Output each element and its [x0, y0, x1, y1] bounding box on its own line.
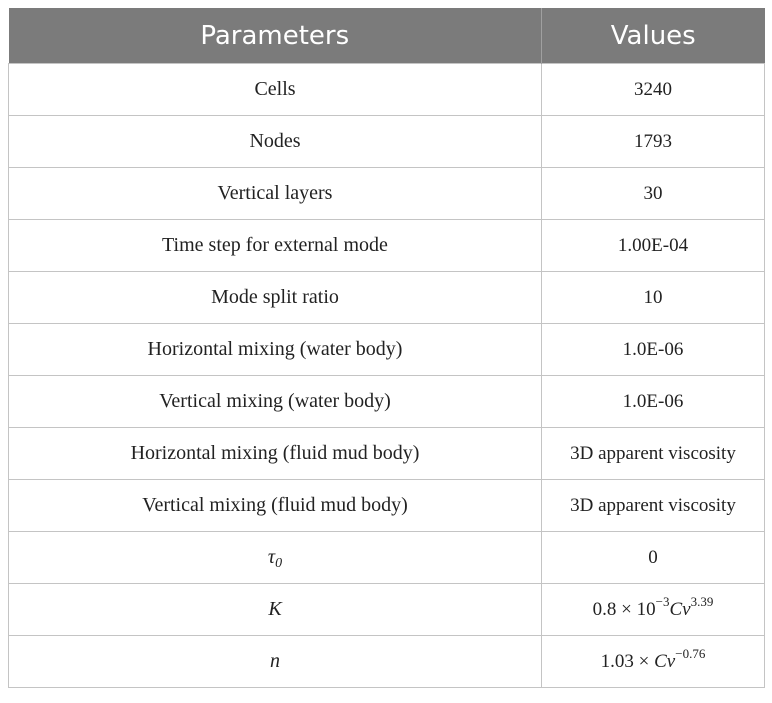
- table-row: [9, 324, 765, 376]
- table-row: [9, 480, 765, 532]
- k-exponent: 3.39: [690, 593, 714, 609]
- n-symbol: n: [270, 650, 280, 672]
- value-cell: 3D apparent viscosity: [542, 480, 765, 532]
- table-row: [9, 532, 765, 584]
- value-cell: 3D apparent viscosity: [542, 428, 765, 480]
- param-cell: Horizontal mixing (water body): [9, 324, 542, 376]
- value-cell-k-formula: [542, 584, 765, 636]
- tau-symbol: τ: [267, 546, 276, 568]
- k-exponent-power-of-ten: −3: [655, 593, 670, 609]
- table-row: [9, 116, 765, 168]
- table-row: [9, 428, 765, 480]
- value-cell: 1.0E-06: [542, 324, 765, 376]
- value-cell: 1.00E-04: [542, 220, 765, 272]
- value-cell: 3240: [542, 64, 765, 116]
- table-row: [9, 272, 765, 324]
- table-row: [9, 636, 765, 688]
- param-cell: Cells: [9, 64, 542, 116]
- table-row: [9, 220, 765, 272]
- param-cell-n: [9, 636, 542, 688]
- k-symbol: K: [268, 598, 282, 620]
- param-cell: Time step for external mode: [9, 220, 542, 272]
- param-cell: Mode split ratio: [9, 272, 542, 324]
- param-cell: Nodes: [9, 116, 542, 168]
- table-row: [9, 376, 765, 428]
- value-cell: 1793: [542, 116, 765, 168]
- n-variable: Cv: [654, 650, 676, 672]
- table-row: [9, 584, 765, 636]
- parameters-table: [8, 8, 765, 688]
- k-variable: Cv: [669, 598, 691, 620]
- n-coefficient: 1.03 ×: [600, 650, 655, 672]
- header-parameters: Parameters: [9, 8, 542, 64]
- n-exponent: −0.76: [675, 645, 706, 661]
- value-cell: 30: [542, 168, 765, 220]
- header-row: [9, 8, 765, 64]
- param-cell-tau0: [9, 532, 542, 584]
- param-cell: Vertical mixing (water body): [9, 376, 542, 428]
- param-cell: Vertical mixing (fluid mud body): [9, 480, 542, 532]
- header-values: Values: [542, 8, 765, 64]
- table-row: [9, 64, 765, 116]
- value-cell: 1.0E-06: [542, 376, 765, 428]
- param-cell-k: [9, 584, 542, 636]
- tau-subscript: 0: [275, 556, 283, 571]
- param-cell: Horizontal mixing (fluid mud body): [9, 428, 542, 480]
- k-coefficient: 0.8 × 10: [592, 598, 656, 620]
- table-row: [9, 168, 765, 220]
- value-cell: 10: [542, 272, 765, 324]
- value-cell: 0: [542, 532, 765, 584]
- param-cell: Vertical layers: [9, 168, 542, 220]
- value-cell-n-formula: [542, 636, 765, 688]
